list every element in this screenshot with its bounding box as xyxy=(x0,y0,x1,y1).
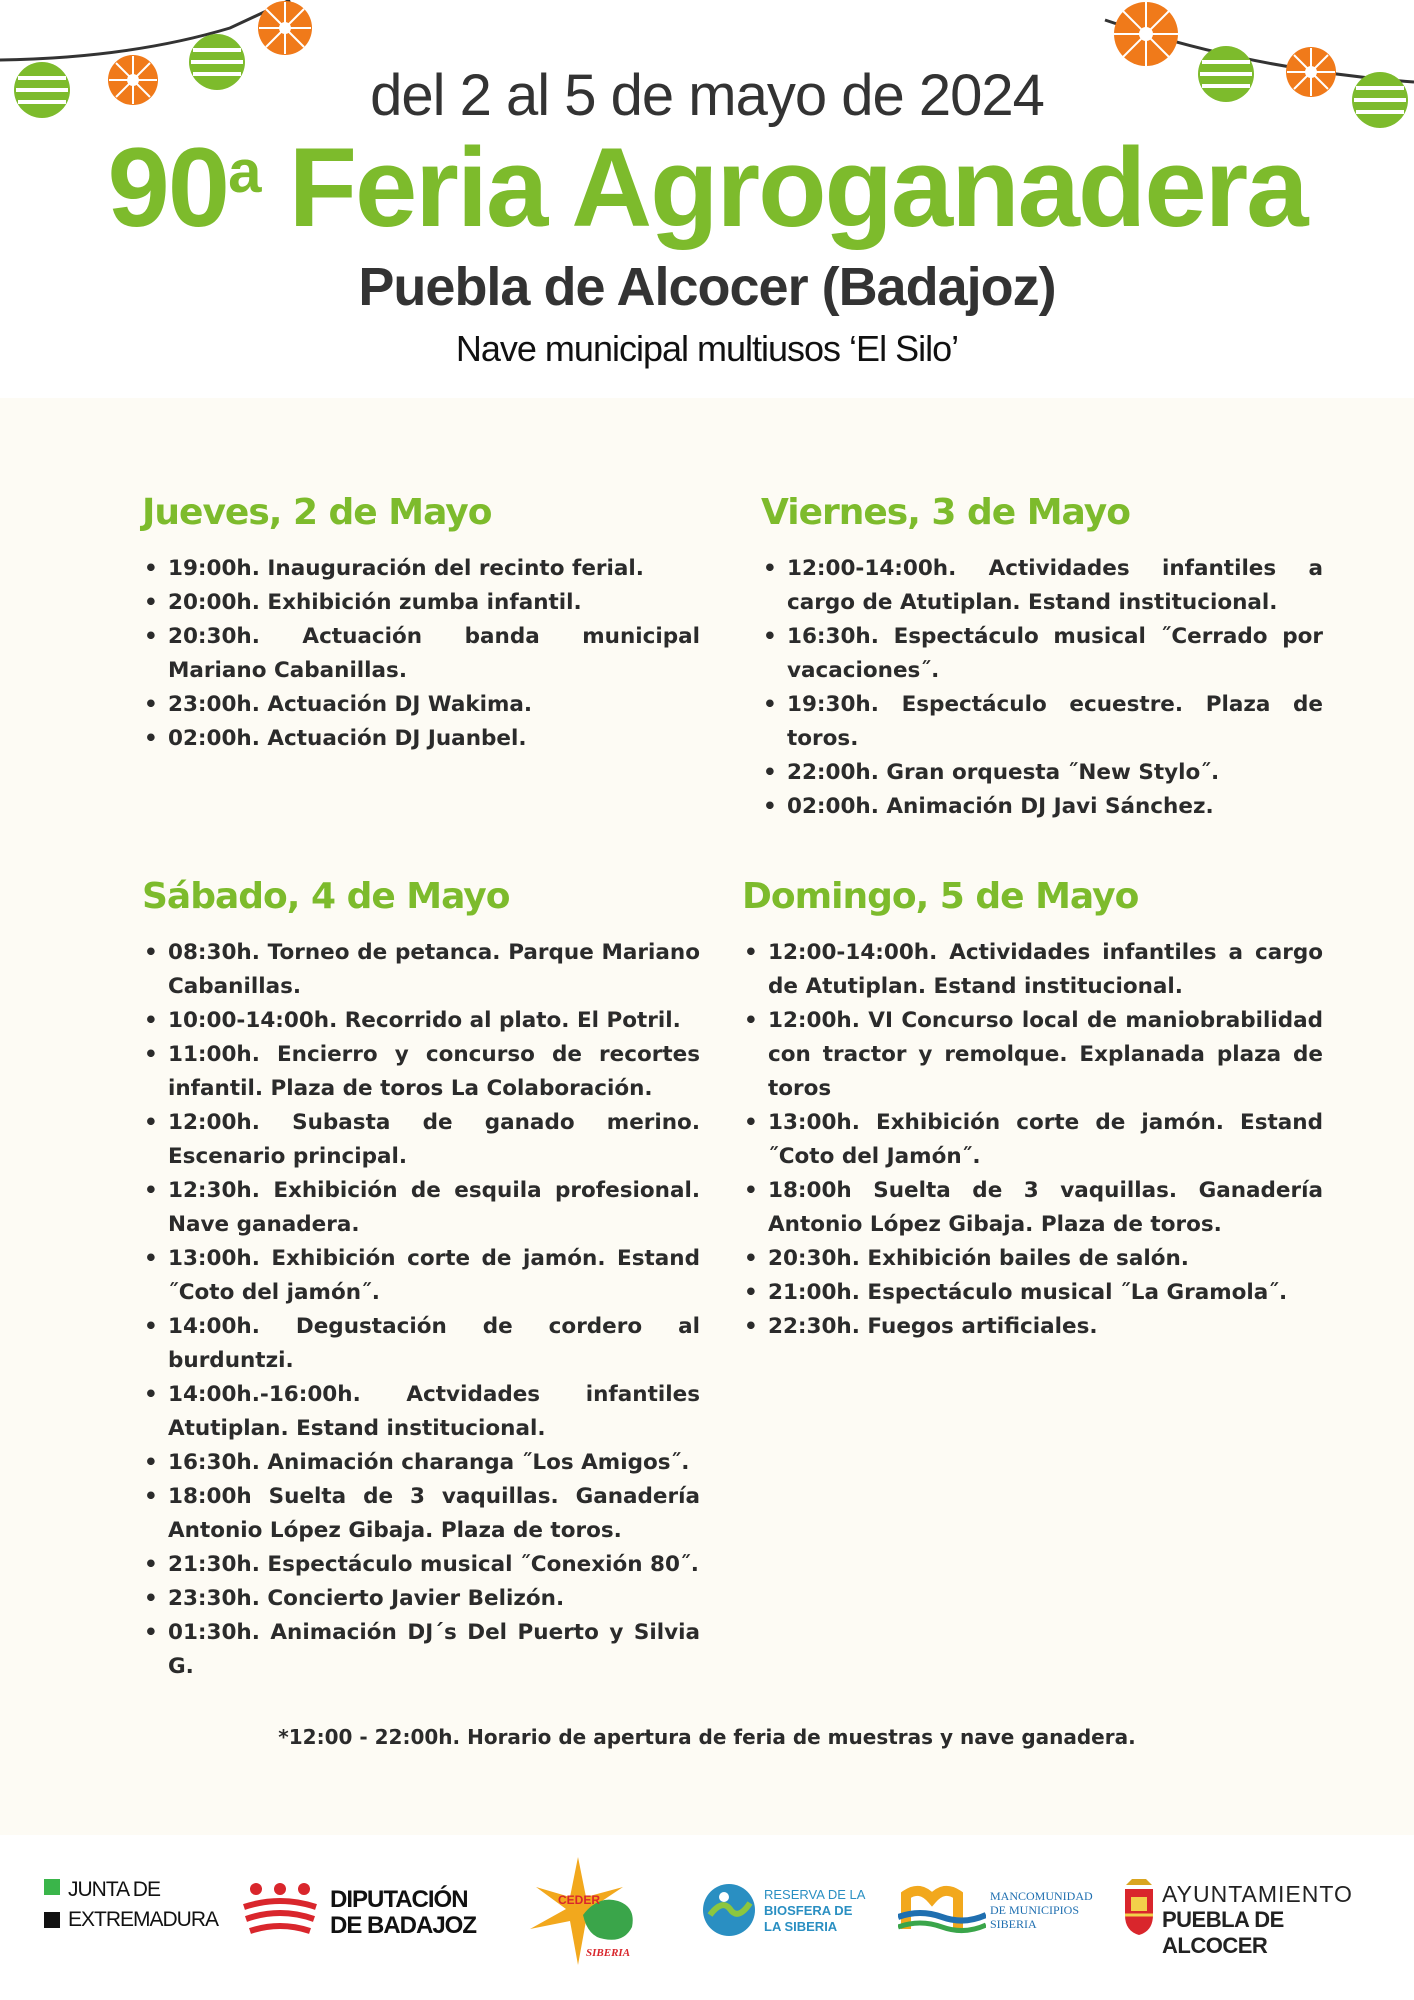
day-sunday xyxy=(742,872,1323,1344)
list-item: • 22:00h. Gran orquesta ˝New Stylo˝. xyxy=(761,756,1323,790)
junta-extremadura-logo xyxy=(44,1878,219,1949)
venue-name: Nave municipal multiusos ‘El Silo’ xyxy=(455,328,959,369)
event-list xyxy=(142,552,700,756)
junta-line1: JUNTA DE xyxy=(68,1878,160,1901)
list-item: • 10:00-14:00h. Recorrido al plato. El Potril. xyxy=(142,1004,700,1038)
reserva-line3: LA SIBERIA xyxy=(764,1919,838,1934)
ayto-line1: AYUNTAMIENTO xyxy=(1162,1881,1353,1907)
fair-number: 90 xyxy=(107,125,229,250)
lantern-orange-icon xyxy=(1114,2,1178,66)
diputacion-line1: DIPUTACIÓN xyxy=(330,1886,468,1913)
list-item: • 14:00h. Degustación de cordero al burduntzi. xyxy=(142,1310,700,1378)
list-item: • 16:30h. Espectáculo musical ˝Cerrado por vacaciones˝. xyxy=(761,620,1323,688)
event-list xyxy=(761,552,1323,824)
diputacion-line2: DE BADAJOZ xyxy=(330,1912,477,1939)
list-item: • 11:00h. Encierro y concurso de recortes infantil. Plaza de toros La Colaboración. xyxy=(142,1038,700,1106)
list-item: • 12:00-14:00h. Actividades infantiles a cargo de Atutiplan. Estand institucional. xyxy=(761,552,1323,620)
lantern-orange-icon xyxy=(258,1,312,55)
event-list xyxy=(742,936,1323,1344)
event-dates: del 2 al 5 de mayo de 2024 xyxy=(370,63,1044,128)
header-banner xyxy=(0,0,1414,398)
reserva-line1: RESERVA DE LA xyxy=(764,1887,866,1902)
reserva-line2: BIOSFERA DE xyxy=(764,1903,853,1918)
junta-line2: EXTREMADURA xyxy=(68,1908,219,1931)
coat-of-arms-icon xyxy=(1122,1879,1156,1937)
diputacion-badajoz-logo xyxy=(242,1879,482,1949)
town-name: Puebla de Alcocer (Badajoz) xyxy=(358,257,1056,317)
ceder-bottom-text: SIBERIA xyxy=(586,1947,631,1959)
list-item: • 20:30h. Actuación banda municipal Mariano Cabanillas. xyxy=(142,620,700,688)
list-item: • 21:00h. Espectáculo musical ˝La Gramola˝. xyxy=(742,1276,1323,1310)
list-item: • 16:30h. Animación charanga ˝Los Amigos˝. xyxy=(142,1446,700,1480)
mancomunidad-logo xyxy=(898,1879,1098,1949)
biosphere-icon xyxy=(700,1881,758,1939)
diputacion-emblem-icon xyxy=(242,1881,318,1939)
list-item: • 20:30h. Exhibición bailes de salón. xyxy=(742,1242,1323,1276)
list-item: • 02:00h. Actuación DJ Juanbel. xyxy=(142,722,700,756)
list-item: • 23:30h. Concierto Javier Belizón. xyxy=(142,1582,700,1616)
fair-ordinal: a xyxy=(228,138,260,205)
day-saturday xyxy=(142,872,700,1684)
day-thursday xyxy=(142,488,700,756)
manc-line2: DE MUNICIPIOS xyxy=(990,1903,1080,1917)
ceder-top-text: CEDER xyxy=(558,1893,601,1907)
day-title: Domingo, 5 de Mayo xyxy=(742,876,1139,917)
fair-title xyxy=(0,125,1414,250)
day-friday xyxy=(761,488,1323,824)
list-item: • 18:00h Suelta de 3 vaquillas. Ganadería Antonio López Gibaja. Plaza de toros. xyxy=(742,1174,1323,1242)
list-item: • 02:00h. Animación DJ Javi Sánchez. xyxy=(761,790,1323,824)
ayuntamiento-logo xyxy=(1122,1875,1382,1958)
list-item: • 23:00h. Actuación DJ Wakima. xyxy=(142,688,700,722)
list-item: • 12:00-14:00h. Actividades infantiles a cargo de Atutiplan. Estand institucional. xyxy=(742,936,1323,1004)
list-item: • 22:30h. Fuegos artificiales. xyxy=(742,1310,1323,1344)
manc-line1: MANCOMUNIDAD xyxy=(990,1889,1093,1903)
day-title: Viernes, 3 de Mayo xyxy=(761,492,1130,533)
green-square-icon xyxy=(44,1879,60,1895)
list-item: • 13:00h. Exhibición corte de jamón. Estand ˝Coto del jamón˝. xyxy=(142,1242,700,1310)
ceder-siberia-logo xyxy=(528,1857,648,1967)
list-item: • 19:00h. Inauguración del recinto ferial. xyxy=(142,552,700,586)
list-item: • 19:30h. Espectáculo ecuestre. Plaza de toros. xyxy=(761,688,1323,756)
list-item: • 12:00h. Subasta de ganado merino. Escenario principal. xyxy=(142,1106,700,1174)
mancomunidad-m-icon xyxy=(898,1881,986,1939)
list-item: • 20:00h. Exhibición zumba infantil. xyxy=(142,586,700,620)
ayto-line2: PUEBLA DE ALCOCER xyxy=(1162,1907,1284,1958)
fair-name: Feria Agroganadera xyxy=(288,125,1307,250)
reserva-biosfera-logo xyxy=(700,1879,870,1949)
sponsor-logos xyxy=(0,1835,1414,2000)
list-item: • 13:00h. Exhibición corte de jamón. Estand ˝Coto del Jamón˝. xyxy=(742,1106,1323,1174)
list-item: • 12:30h. Exhibición de esquila profesional. Nave ganadera. xyxy=(142,1174,700,1242)
black-square-icon xyxy=(44,1912,60,1928)
day-title: Jueves, 2 de Mayo xyxy=(142,492,492,533)
list-item: • 21:30h. Espectáculo musical ˝Conexión 80˝. xyxy=(142,1548,700,1582)
list-item: • 14:00h.-16:00h. Actvidades infantiles Atutiplan. Estand institucional. xyxy=(142,1378,700,1446)
list-item: • 18:00h Suelta de 3 vaquillas. Ganadería Antonio López Gibaja. Plaza de toros. xyxy=(142,1480,700,1548)
list-item: • 12:00h. VI Concurso local de maniobrabilidad con tractor y remolque. Explanada plaza de toros xyxy=(742,1004,1323,1106)
manc-line3: SIBERIA xyxy=(990,1917,1037,1931)
list-item: • 01:30h. Animación DJ´s Del Puerto y Silvia G. xyxy=(142,1616,700,1684)
opening-hours-note: *12:00 - 22:00h. Horario de apertura de feria de muestras y nave ganadera. xyxy=(278,1725,1136,1749)
event-list xyxy=(142,936,700,1684)
day-title: Sábado, 4 de Mayo xyxy=(142,876,510,917)
list-item: • 08:30h. Torneo de petanca. Parque Mariano Cabanillas. xyxy=(142,936,700,1004)
